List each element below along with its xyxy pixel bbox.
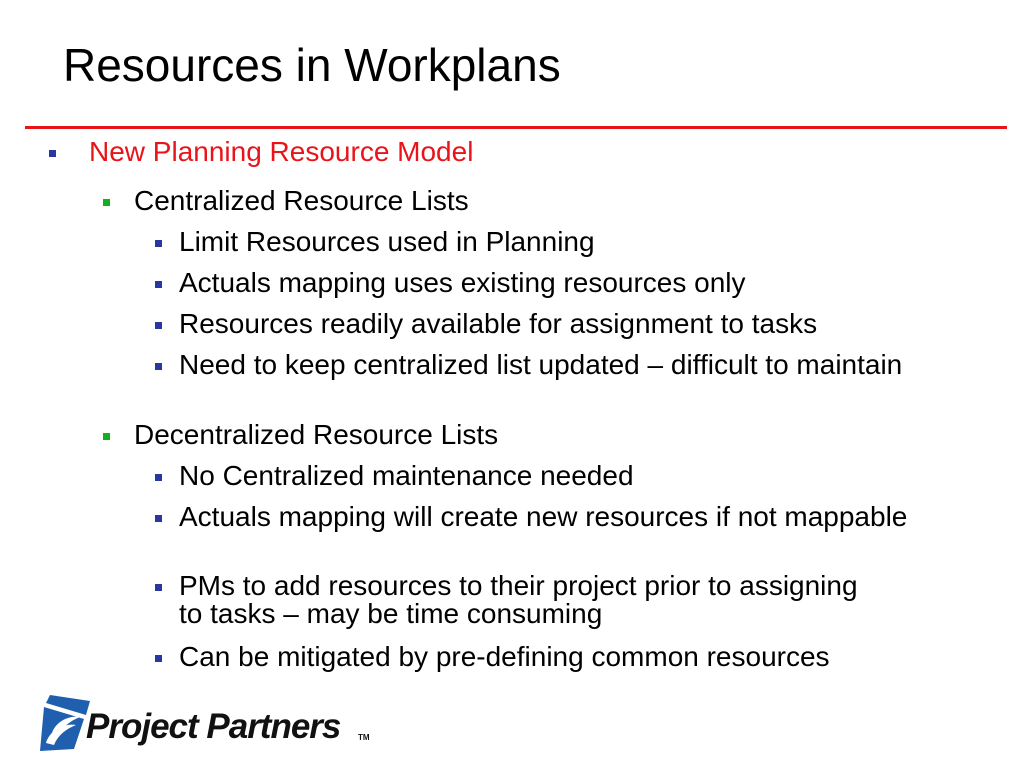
square-bullet-icon	[155, 240, 162, 247]
bullet-text: Resources readily available for assignment to tasks	[179, 308, 818, 339]
square-bullet-icon	[155, 281, 162, 288]
bullet-text: Actuals mapping will create new resources if not mappable	[179, 501, 908, 532]
title-divider	[25, 126, 1007, 129]
logo-wordmark: Project Partners	[86, 707, 341, 746]
bullet-text: Centralized Resource Lists	[134, 185, 469, 216]
bullet-text: No Centralized maintenance needed	[179, 460, 634, 491]
bullet-no-centralized-maintenance	[179, 462, 979, 490]
bullet-keep-list-updated	[179, 351, 939, 379]
bullet-text: PMs to add resources to their project prior to assigning to tasks – may be time consuming	[179, 570, 858, 629]
bullet-text: Need to keep centralized list updated – difficult to maintain	[179, 349, 903, 380]
bullet-decentralized-resource-lists	[134, 421, 994, 449]
project-partners-logo	[40, 693, 380, 755]
bullet-text: Decentralized Resource Lists	[134, 419, 499, 450]
square-bullet-icon	[155, 655, 162, 662]
square-bullet-icon	[155, 474, 162, 481]
square-bullet-icon	[155, 515, 162, 522]
project-partners-swoosh-icon	[40, 693, 92, 751]
bullet-actuals-mapping-create	[179, 503, 939, 531]
square-bullet-icon	[103, 433, 110, 440]
bullet-actuals-mapping-existing	[179, 269, 979, 297]
bullet-text: Limit Resources used in Planning	[179, 226, 595, 257]
square-bullet-icon	[49, 150, 56, 157]
bullet-resources-readily-available	[179, 310, 979, 338]
bullet-limit-resources	[179, 228, 979, 256]
bullet-text: Actuals mapping uses existing resources only	[179, 267, 746, 298]
bullet-centralized-resource-lists	[134, 187, 994, 215]
bullet-pms-add-resources	[179, 572, 879, 628]
bullet-text: New Planning Resource Model	[89, 136, 474, 167]
bullet-mitigated-predefining	[179, 643, 879, 671]
square-bullet-icon	[155, 363, 162, 370]
trademark-mark: TM	[358, 733, 370, 742]
square-bullet-icon	[155, 584, 162, 591]
square-bullet-icon	[103, 199, 110, 206]
bullet-text: Can be mitigated by pre-defining common resources	[179, 641, 830, 672]
slide-title: Resources in Workplans	[63, 39, 561, 91]
bullet-new-planning-resource-model	[89, 138, 989, 166]
square-bullet-icon	[155, 322, 162, 329]
